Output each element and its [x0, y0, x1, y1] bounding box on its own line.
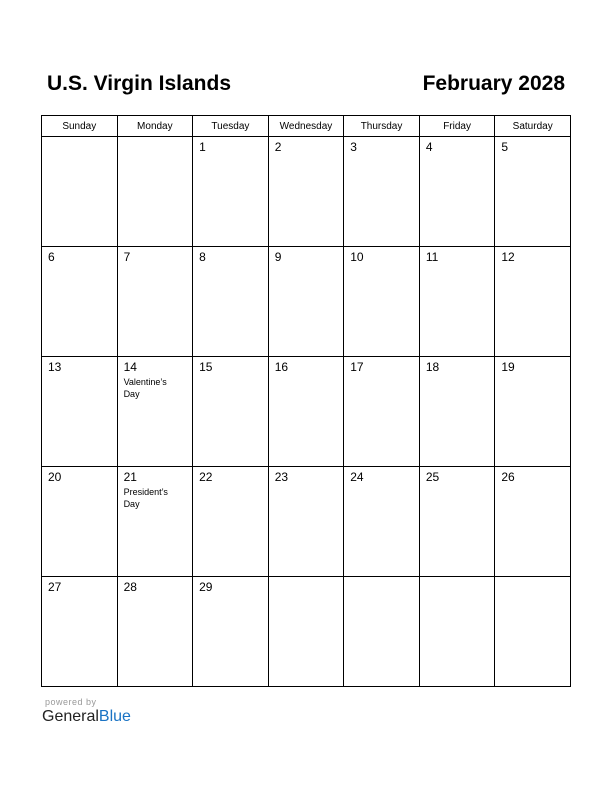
day-cell	[193, 137, 269, 247]
day-cell	[419, 247, 495, 357]
weekday-wednesday: Wednesday	[268, 116, 344, 137]
week-row	[42, 137, 571, 247]
day-cell	[42, 357, 118, 467]
brand-text-blue: Blue	[98, 708, 131, 725]
day-cell	[117, 137, 193, 247]
day-cell	[495, 137, 571, 247]
week-row	[42, 577, 571, 687]
weekday-sunday: Sunday	[42, 116, 118, 137]
day-number: 16	[274, 360, 289, 374]
day-cell	[268, 137, 344, 247]
day-cell	[42, 247, 118, 357]
day-cell	[268, 577, 344, 687]
day-cell	[268, 467, 344, 577]
generalblue-logo[interactable]	[42, 708, 131, 726]
day-number: 25	[425, 470, 440, 484]
week-row	[42, 357, 571, 467]
day-cell	[344, 467, 420, 577]
day-number: 21	[123, 470, 137, 484]
powered-by-label: powered by	[45, 697, 97, 707]
day-number: 7	[123, 250, 131, 264]
day-cell	[419, 577, 495, 687]
day-number: 14	[123, 360, 137, 374]
day-cell	[495, 577, 571, 687]
brand-text-general: General	[42, 708, 99, 725]
day-number: 28	[123, 580, 137, 594]
weekday-thursday: Thursday	[344, 116, 420, 137]
week-row	[42, 247, 571, 357]
weekday-header-row	[42, 116, 571, 137]
day-cell	[42, 577, 118, 687]
day-number: 9	[274, 250, 282, 264]
day-number: 8	[199, 250, 206, 264]
day-cell	[268, 247, 344, 357]
day-number: 15	[199, 360, 213, 374]
day-number: 17	[350, 360, 364, 374]
day-number: 12	[501, 250, 515, 264]
day-number: 19	[501, 360, 515, 374]
day-cell	[419, 357, 495, 467]
day-cell	[193, 357, 269, 467]
day-cell	[344, 357, 420, 467]
day-number: 26	[501, 470, 515, 484]
week-row	[42, 467, 571, 577]
day-cell	[193, 577, 269, 687]
holiday-label: President’s Day	[123, 487, 168, 509]
day-cell	[117, 357, 193, 467]
day-cell	[344, 247, 420, 357]
day-number: 29	[199, 580, 213, 594]
holiday-label: Valentine’s Day	[123, 377, 167, 399]
day-cell	[42, 467, 118, 577]
day-number: 24	[350, 470, 364, 484]
day-cell	[344, 577, 420, 687]
day-number: 27	[48, 580, 62, 594]
region-title: U.S. Virgin Islands	[47, 72, 231, 95]
weekday-friday: Friday	[419, 116, 495, 137]
day-number: 2	[274, 140, 282, 154]
day-cell	[42, 137, 118, 247]
day-cell	[419, 137, 495, 247]
day-number: 5	[501, 140, 509, 154]
day-number: 18	[425, 360, 440, 374]
day-cell	[344, 137, 420, 247]
day-number: 6	[48, 250, 55, 264]
day-number: 4	[425, 140, 433, 154]
day-number: 23	[274, 470, 289, 484]
calendar-grid	[41, 115, 571, 687]
day-cell	[117, 577, 193, 687]
day-cell	[193, 247, 269, 357]
day-cell	[495, 467, 571, 577]
day-number: 13	[48, 360, 62, 374]
day-number: 22	[199, 470, 213, 484]
day-cell	[117, 467, 193, 577]
day-number: 11	[425, 250, 439, 264]
day-number: 3	[350, 140, 357, 154]
weekday-monday: Monday	[117, 116, 193, 137]
weekday-saturday: Saturday	[495, 116, 571, 137]
day-cell	[268, 357, 344, 467]
day-number: 10	[350, 250, 364, 264]
day-cell	[495, 357, 571, 467]
day-number: 20	[48, 470, 62, 484]
month-year-title: February 2028	[422, 72, 565, 95]
day-cell	[495, 247, 571, 357]
day-cell	[193, 467, 269, 577]
weekday-tuesday: Tuesday	[193, 116, 269, 137]
day-cell	[419, 467, 495, 577]
day-number: 1	[199, 140, 206, 154]
day-cell	[117, 247, 193, 357]
